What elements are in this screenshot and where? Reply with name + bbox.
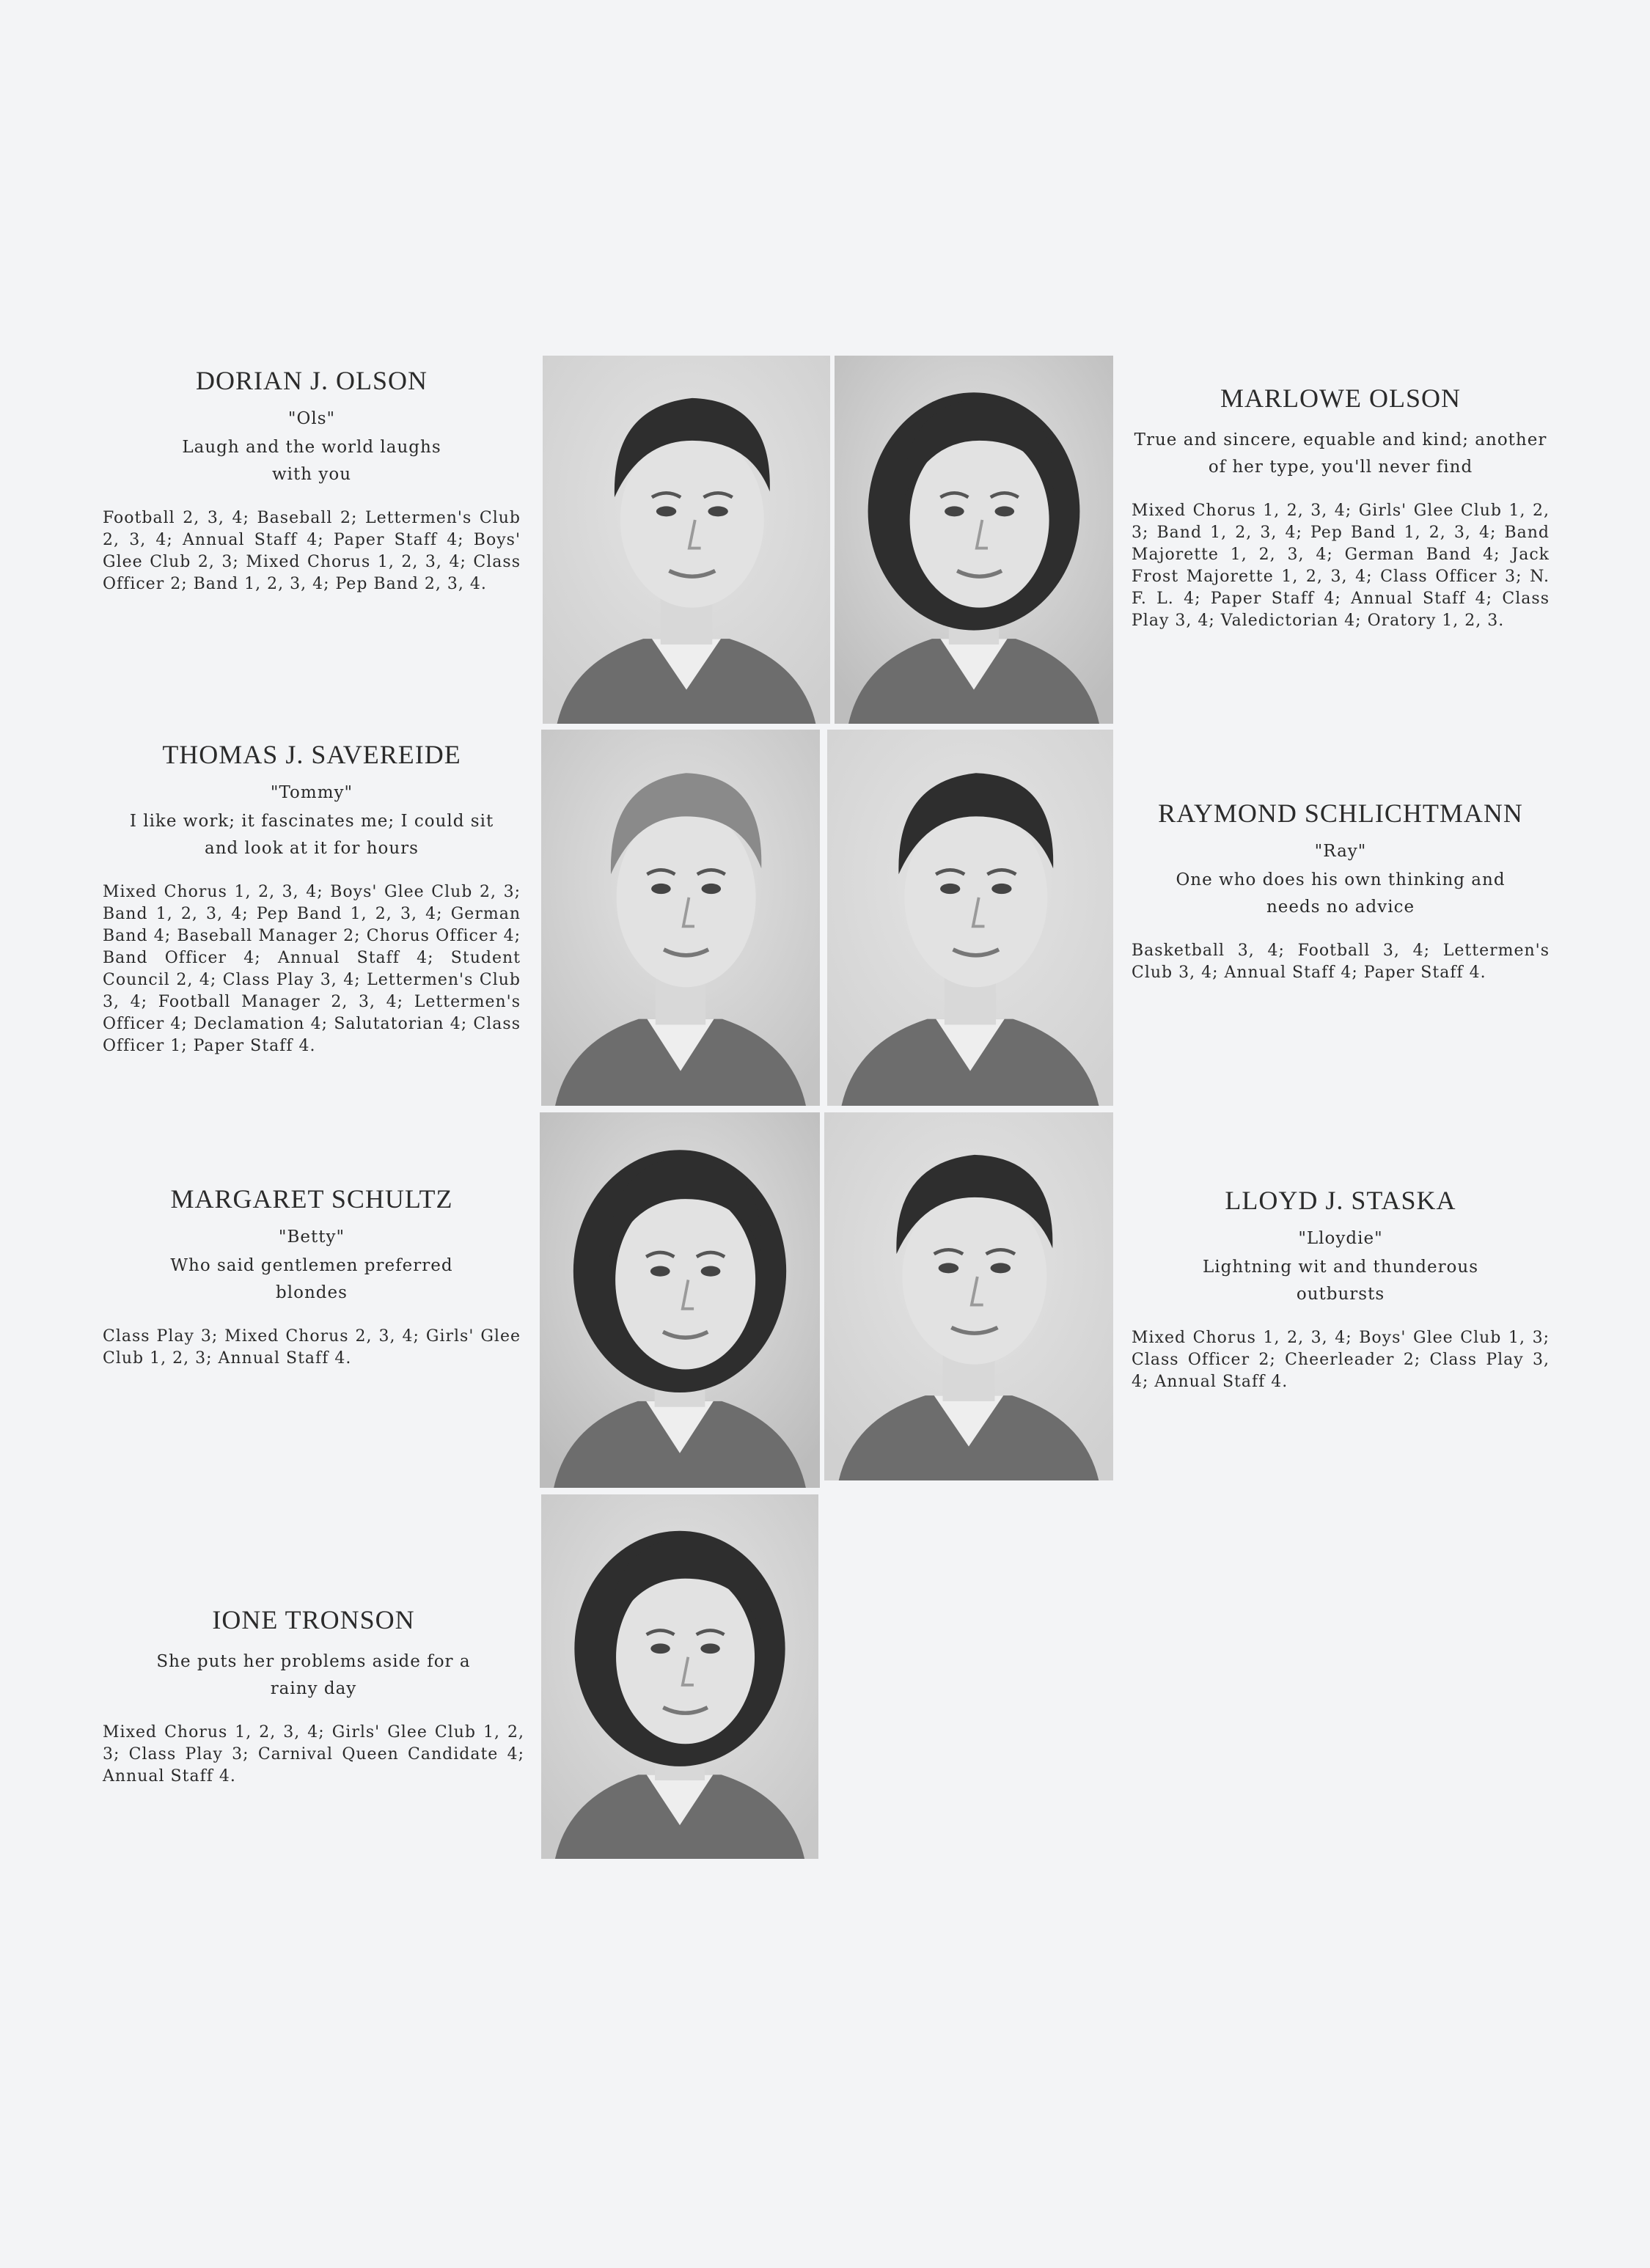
student-activities: Mixed Chorus 1, 2, 3, 4; Boys' Glee Club 1, 3; Class Officer 2; Cheerleader 2; Class Play 3, 4; Annual Staff 4. bbox=[1132, 1329, 1550, 1391]
portrait-photo bbox=[540, 1112, 820, 1488]
portrait-photo bbox=[835, 356, 1113, 724]
student-entry-ione-tronson bbox=[103, 1604, 524, 1788]
student-name: RAYMOND SCHLICHTMANN bbox=[1158, 799, 1523, 828]
student-nickname: "Lloydie" bbox=[1298, 1229, 1383, 1248]
student-nickname: "Ray" bbox=[1314, 842, 1367, 861]
student-quote: She puts her problems aside for a rainy day bbox=[156, 1652, 471, 1698]
portrait-image bbox=[824, 1112, 1113, 1480]
portrait-image bbox=[541, 730, 820, 1106]
student-activities: Class Play 3; Mixed Chorus 2, 3, 4; Girls' Glee Club 1, 2, 3; Annual Staff 4. bbox=[103, 1327, 521, 1368]
student-activities: Mixed Chorus 1, 2, 3, 4; Boys' Glee Club 2, 3; Band 1, 2, 3, 4; Pep Band 1, 2, 3, 4; German Band 4; Baseball Manager 2; Chorus Officer 4; Band Officer 4; Annual Staff 4; Student Council 2, 4; Class Play 3, 4; Lettermen's Club 3, 4; Football Manager 2, 3, 4; Lettermen's Officer 4; Declamation 4; Salutatorian 4; Class Officer 1; Paper Staff 4. bbox=[103, 883, 521, 1055]
portrait-image bbox=[827, 730, 1113, 1106]
portrait-image bbox=[835, 356, 1113, 724]
portrait-photo bbox=[827, 730, 1113, 1106]
student-quote: True and sincere, equable and kind; another of her type, you'll never find bbox=[1134, 430, 1547, 477]
student-quote: Laugh and the world laughs with you bbox=[182, 438, 441, 484]
student-name: MARLOWE OLSON bbox=[1220, 383, 1461, 413]
portrait-photo bbox=[541, 730, 820, 1106]
portrait-photo bbox=[543, 356, 830, 724]
student-entry-thomas-savereide bbox=[103, 739, 521, 1057]
student-entry-marlowe-olson bbox=[1132, 383, 1550, 632]
student-name: THOMAS J. SAVEREIDE bbox=[162, 740, 461, 769]
student-quote: Who said gentlemen preferred blondes bbox=[170, 1256, 453, 1302]
portrait-image bbox=[540, 1112, 820, 1488]
student-nickname: "Ols" bbox=[287, 409, 336, 428]
student-nickname: "Betty" bbox=[278, 1227, 345, 1247]
student-entry-lloyd-staska bbox=[1132, 1185, 1550, 1393]
portrait-photo bbox=[541, 1494, 818, 1859]
portrait-photo bbox=[824, 1112, 1113, 1480]
student-name: IONE TRONSON bbox=[212, 1605, 415, 1634]
student-entry-margaret-schultz bbox=[103, 1183, 521, 1370]
student-name: LLOYD J. STASKA bbox=[1225, 1186, 1456, 1215]
portrait-image bbox=[541, 1494, 818, 1859]
student-quote: I like work; it fascinates me; I could sit and look at it for hours bbox=[129, 812, 494, 858]
student-activities: Basketball 3, 4; Football 3, 4; Lettermen's Club 3, 4; Annual Staff 4; Paper Staff 4. bbox=[1132, 942, 1550, 982]
student-entry-dorian-olson bbox=[103, 365, 521, 595]
student-activities: Football 2, 3, 4; Baseball 2; Lettermen's Club 2, 3, 4; Annual Staff 4; Paper Staff 4; Boys' Glee Club 2, 3; Mixed Chorus 1, 2, 3, 4; Class Officer 2; Band 1, 2, 3, 4; Pep Band 2, 3, 4. bbox=[103, 509, 521, 593]
student-name: DORIAN J. OLSON bbox=[195, 366, 428, 395]
portrait-image bbox=[543, 356, 830, 724]
student-nickname: "Tommy" bbox=[270, 783, 353, 802]
student-activities: Mixed Chorus 1, 2, 3, 4; Girls' Glee Club 1, 2, 3; Band 1, 2, 3, 4; Pep Band 1, 2, 3, 4; Band Majorette 1, 2, 3, 4; German Band 4; Jack Frost Majorette 1, 2, 3, 4; Class Officer 3; N. F. L. 4; Paper Staff 4; Annual Staff 4; Class Play 3, 4; Valedictorian 4; Oratory 1, 2, 3. bbox=[1132, 502, 1550, 630]
student-quote: Lightning wit and thunderous outbursts bbox=[1202, 1258, 1479, 1304]
student-quote: One who does his own thinking and needs no advice bbox=[1176, 870, 1506, 917]
student-entry-raymond-schlichtmann bbox=[1132, 798, 1550, 984]
student-activities: Mixed Chorus 1, 2, 3, 4; Girls' Glee Club 1, 2, 3; Class Play 3; Carnival Queen Candidate 4; Annual Staff 4. bbox=[103, 1723, 524, 1786]
student-name: MARGARET SCHULTZ bbox=[170, 1184, 453, 1214]
